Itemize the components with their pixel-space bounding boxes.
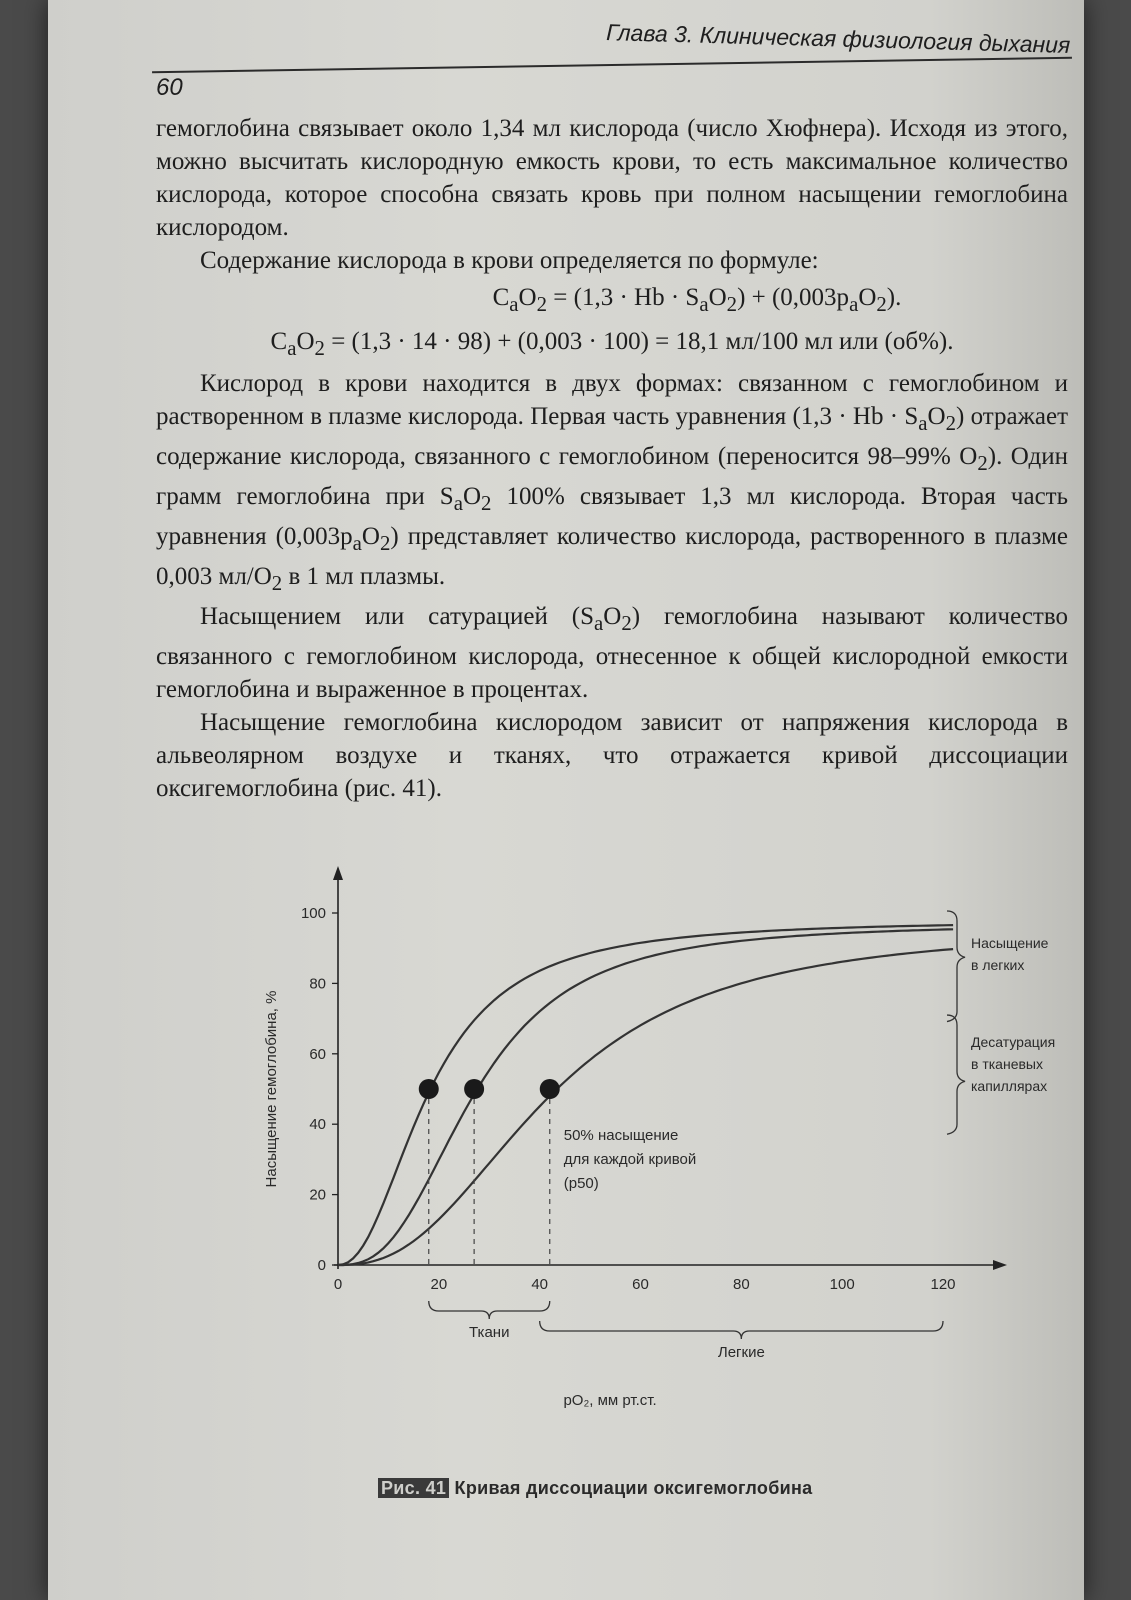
x-tick-label: 120 [930, 1276, 956, 1293]
range-brace-1 [429, 1301, 550, 1319]
figure-41 [198, 850, 1078, 1440]
p50-annotation-line-2: для каждой кривой [563, 1151, 697, 1169]
paragraph-5: Насыщение гемоглобина кислородом зависит от напряжения кислорода в альвеолярном воздухе и тканях, что отражается кривой диссоциации оксигемоглобина (рис. 41). [156, 709, 1068, 802]
y-tick-label: 0 [317, 1257, 326, 1274]
y-tick-label: 80 [309, 975, 326, 993]
paragraph-3: Кислород в крови находится в двух формах: связанном с гемоглобином и растворенном в плазме кислорода. Первая часть уравнения $(1,3 \cdot Hb \cdot S_aO_2)$ отражает содержание кислорода, связанного с гемоглобином (переносится 98–99% $O_2$). Один грамм гемоглобина при $S_aO_2$ 100% связывает 1,3 мл кислорода. Вторая часть уравнения $(0,003p_aO_2)$ представляет количество кислорода, растворенного в плазме 0,003 $мл/O_2$ в 1 мл плазмы. [156, 370, 1068, 595]
x-tick-label: 20 [430, 1276, 448, 1293]
dissociation-curve-3 [338, 949, 953, 1265]
paragraph-2: Содержание кислорода в крови определяется по формуле: [200, 247, 819, 274]
x-tick-label: 60 [632, 1276, 649, 1293]
x-axis-arrow [993, 1260, 1007, 1270]
tissue-desaturation-annotation-1: Десатурация [971, 1033, 1056, 1050]
figure-caption [378, 1478, 812, 1499]
y-tick-label: 100 [300, 905, 326, 922]
y-tick-label: 60 [309, 1045, 326, 1063]
y-tick-label: 20 [309, 1186, 326, 1204]
range-label-1: Ткани [469, 1324, 510, 1341]
x-tick-label: 40 [531, 1276, 549, 1293]
range-brace-2 [540, 1321, 943, 1339]
formula-example: $C_aO_2 = (1,3 \cdot 14 \cdot 98) + (0,003 \cdot 100) = 18,1$ мл/100 мл или (об%). [270, 328, 954, 360]
x-tick-label: 0 [333, 1276, 343, 1293]
body-text [156, 112, 1068, 805]
p50-marker-3 [540, 1079, 560, 1099]
lungs-saturation-annotation-1: Насыщение [971, 935, 1049, 952]
caption-text: Кривая диссоциации оксигемоглобина [454, 1478, 813, 1498]
lungs-saturation-annotation-2: в легких [971, 957, 1025, 974]
paragraph-1: гемоглобина связывает около 1,34 мл кислорода (число Хюфнера). Исходя из этого, можно высчитать кислородную емкость крови, то есть максимальное количество кислорода, которое способна связать кровь при полном насыщении гемоглобина кислородом. [156, 115, 1068, 241]
running-head: Глава 3. Клиническая физиология дыхания [605, 19, 1071, 58]
p50-marker-2 [464, 1079, 484, 1099]
y-axis-arrow [333, 866, 343, 880]
formula-oxygen-content: $C_aO_2 = (1,3 \cdot Hb \cdot S_aO_2) + (0,003p_aO_2)$. [492, 284, 902, 316]
book-page [48, 0, 1084, 1600]
p50-annotation-line-3: (p50) [563, 1175, 599, 1193]
oxygen-dissociation-chart [198, 850, 1078, 1440]
range-label-2: Легкие [717, 1344, 765, 1361]
tissue-desaturation-annotation-3: капиллярах [971, 1077, 1048, 1094]
x-axis-label: pO₂, мм рт.ст. [563, 1392, 657, 1409]
brace-lungs [947, 911, 965, 1022]
header-rule [152, 57, 1072, 73]
caption-label: Рис. 41 [378, 1478, 449, 1498]
y-axis-label: Насыщение гемоглобина, % [263, 990, 280, 1188]
page-number: 60 [156, 74, 183, 101]
tissue-desaturation-annotation-2: в тканевых [971, 1055, 1043, 1072]
y-tick-label: 40 [309, 1116, 326, 1134]
p50-annotation-line-1: 50% насыщение [563, 1127, 679, 1145]
p50-marker-1 [419, 1079, 439, 1099]
x-tick-label: 100 [829, 1276, 855, 1293]
paragraph-4: Насыщением или сатурацией $(S_aO_2)$ гемоглобина называют количество связанного с гемоглобином кислорода, отнесенное к общей кислородной емкости гемоглобина и выраженное в процентах. [156, 603, 1068, 703]
x-tick-label: 80 [732, 1276, 750, 1293]
brace-tissues [947, 1015, 965, 1134]
